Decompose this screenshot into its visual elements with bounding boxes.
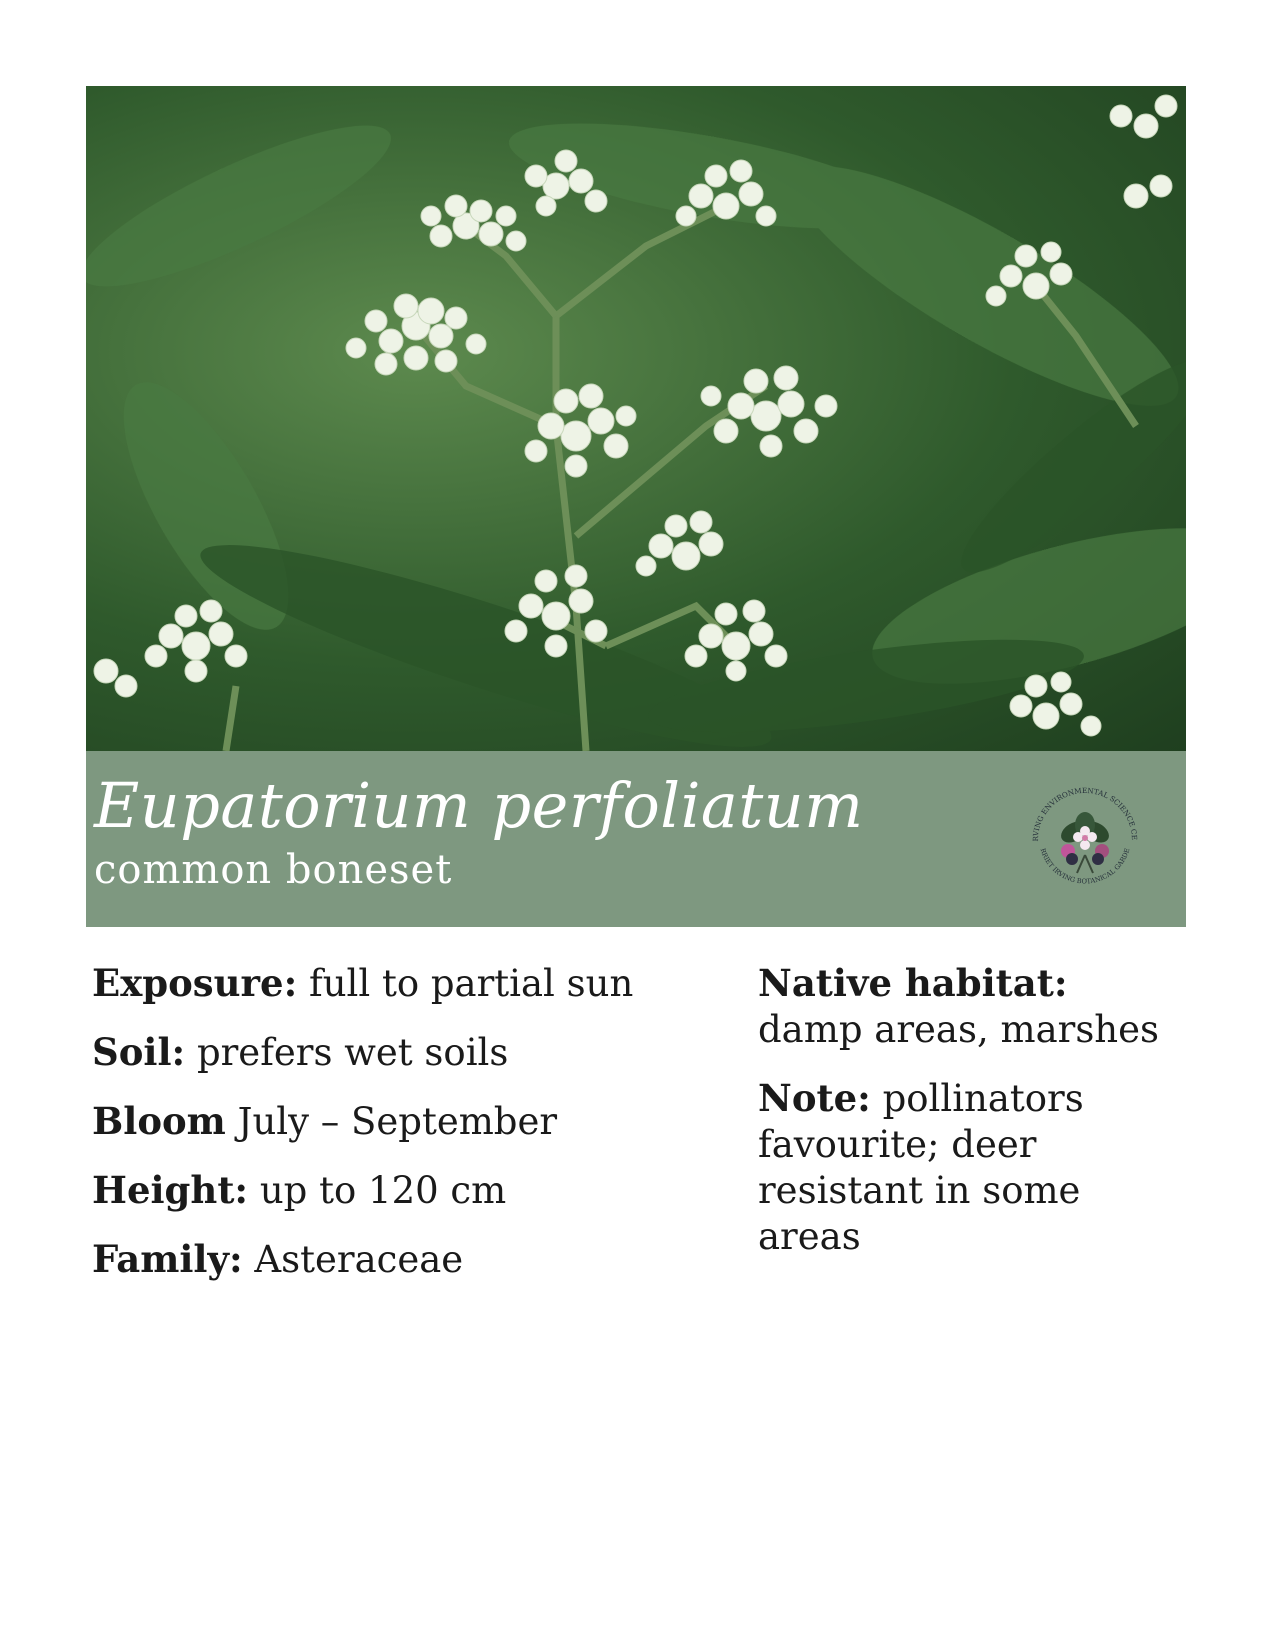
details-right-column (758, 960, 1178, 1282)
note-value: pollinators favourite; deer resistant in some areas (758, 1077, 1084, 1258)
plant-photo (86, 86, 1186, 751)
height-label: Height: (92, 1168, 249, 1212)
soil-row (92, 1029, 692, 1076)
habitat-value: damp areas, marshes (758, 1008, 1160, 1051)
family-label: Family: (92, 1237, 243, 1281)
family-row (92, 1236, 692, 1283)
note-label: Note: (758, 1076, 871, 1120)
habitat-row (758, 960, 1178, 1053)
scientific-name: Eupatorium perfoliatum (94, 769, 864, 842)
bloom-value: July – September (237, 1100, 558, 1143)
garden-seal-logo (1022, 777, 1148, 903)
bloom-row (92, 1098, 692, 1145)
seal-top-text: RVING ENVIRONMENTAL SCIENCE CE (1030, 785, 1140, 842)
seal-bottom-text: RRIET IRVING BOTANICAL GARDE (1038, 847, 1132, 886)
height-value: up to 120 cm (259, 1169, 507, 1212)
bloom-label: Bloom (92, 1099, 226, 1143)
habitat-label: Native habitat: (758, 961, 1068, 1005)
exposure-row (92, 960, 692, 1007)
soil-label: Soil: (92, 1030, 186, 1074)
soil-value: prefers wet soils (196, 1031, 509, 1074)
exposure-value: full to partial sun (309, 962, 634, 1005)
height-row (92, 1167, 692, 1214)
title-banner (86, 751, 1186, 927)
details-left-column (92, 960, 692, 1305)
common-name: common boneset (94, 847, 453, 893)
note-row (758, 1075, 1178, 1260)
exposure-label: Exposure: (92, 961, 298, 1005)
family-value: Asteraceae (254, 1238, 464, 1281)
